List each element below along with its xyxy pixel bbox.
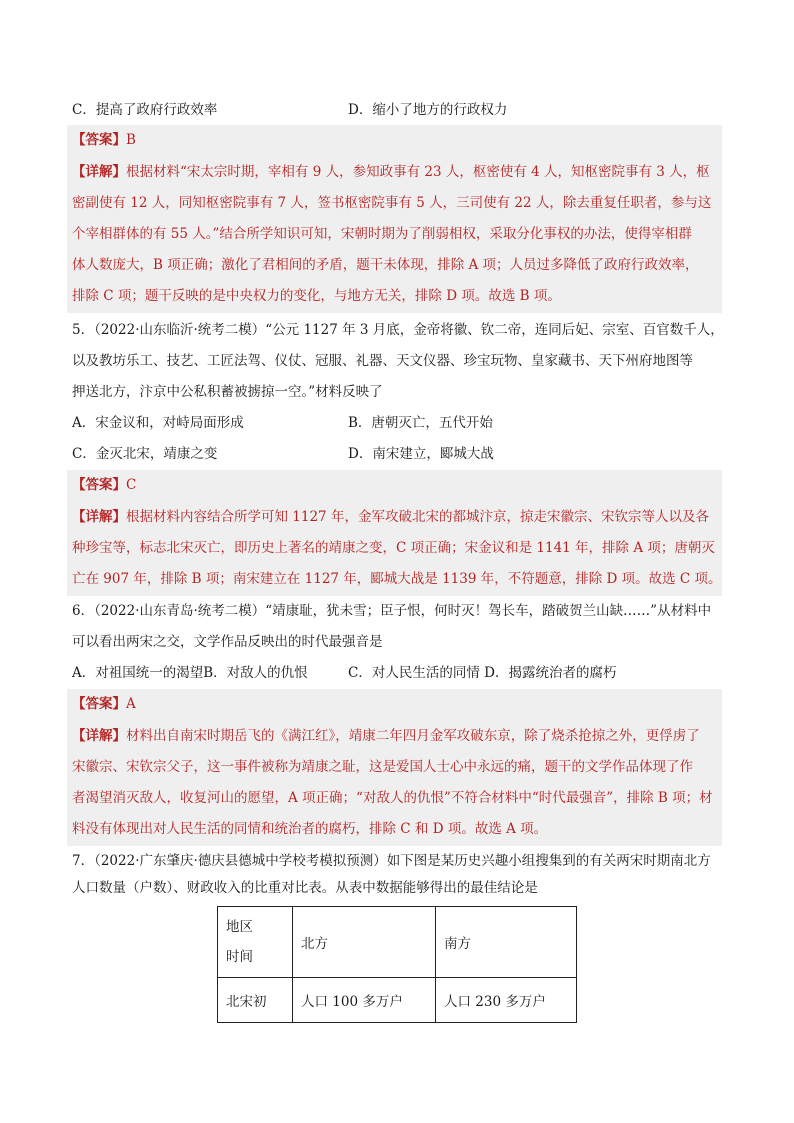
table-header-row xyxy=(218,907,577,978)
q6-option-ab: A．对祖国统一的渴望B．对敌人的仇恨 xyxy=(72,665,308,681)
row-label: 北宋初 xyxy=(218,978,293,1023)
answer-tag: 【答案】 xyxy=(72,132,126,148)
answer-tag: 【答案】 xyxy=(72,477,126,493)
answer-block-6 xyxy=(67,689,722,846)
cell-south: 人口 230 多万户 xyxy=(436,978,577,1023)
q5-stem-line-2: 以及教坊乐工、技艺、工匠法驾、仪仗、冠服、礼器、天文仪器、珍宝玩物、皇家藏书、天下州府地图等 xyxy=(72,353,693,369)
detail-tag: 【详解】 xyxy=(72,509,126,525)
detail-line-2: 宋徽宗、宋钦宗父子，这一事件被称为靖康之耻，这是爱国人士心中永远的痛，题干的文学作品体现了作 xyxy=(72,759,693,775)
q4-option-d: D．缩小了地方的行政权力 xyxy=(348,102,508,118)
detail-line-2: 种珍宝等，标志北宋灭亡，即历史上著名的靖康之变，C 项正确；宋金议和是 1141 年，排除 A 项；唐朝灭 xyxy=(72,540,715,556)
answer-value: B xyxy=(126,132,136,148)
detail-line-5: 排除 C 项；题干反映的是中央权力的变化，与地方无关，排除 D 项。故选 B 项。 xyxy=(72,288,561,304)
detail-tag: 【详解】 xyxy=(72,164,126,180)
detail-line-1 xyxy=(72,162,710,182)
q6-option-cd: C．对人民生活的同情 D．揭露统治者的腐朽 xyxy=(348,665,617,681)
q6-stem-line-1: 6．（2022·山东青岛·统考二模）“靖康耻，犹未雪；臣子恨，何时灭！驾长车，踏破贺兰山缺……”从材料中 xyxy=(72,603,712,619)
answer-value: C xyxy=(126,477,137,493)
corner-top-label: 地区 xyxy=(226,919,253,935)
detail-text: 材料出自南宋时期岳飞的《满江红》，靖康二年四月金军攻破东京，除了烧杀抢掠之外，更俘虏了 xyxy=(126,728,700,744)
detail-line-1 xyxy=(72,507,709,527)
detail-line-3: 亡在 907 年，排除 B 项；南宋建立在 1127 年，郾城大战是 1139 年，不符题意，排除 D 项。故选 C 项。 xyxy=(72,571,722,587)
q5-stem-line-3: 押送北方，汴京中公私积蓄被掳掠一空。”材料反映了 xyxy=(72,384,383,400)
detail-line-4: 体人数庞大，B 项正确；激化了君相间的矛盾，题干未体现，排除 A 项；人员过多降低了政府行政效率， xyxy=(72,257,699,273)
corner-bottom-label: 时间 xyxy=(226,949,253,965)
detail-line-4: 料没有体现出对人民生活的同情和统治者的腐朽，排除 C 和 D 项。故选 A 项。 xyxy=(72,821,548,837)
column-header-north: 北方 xyxy=(293,907,436,978)
answer-value: A xyxy=(126,696,136,712)
q5-option-d: D．南宋建立，郾城大战 xyxy=(348,446,494,462)
q4-option-c: C．提高了政府行政效率 xyxy=(72,102,218,118)
detail-line-3: 者渴望消灭敌人，收复河山的愿望，A 项正确；“对敌人的仇恨”不符合材料中“时代最强音”，排除 B 项；材 xyxy=(72,790,713,806)
table-row xyxy=(218,978,577,1023)
detail-text: 根据材料“宋太宗时期，宰相有 9 人，参知政事有 23 人，枢密使有 4 人，知枢密院事有 3 人，枢 xyxy=(126,164,710,180)
answer-line xyxy=(72,694,136,714)
detail-line-3: 个宰相群体的有 55 人。”结合所学知识可知，宋朝时期为了削弱相权，采取分化事权的办法，使得宰相群 xyxy=(72,226,692,242)
q5-option-b: B．唐朝灭亡，五代开始 xyxy=(348,415,493,431)
q7-stem-line-1: 7．（2022·广东肇庆·德庆县德城中学校考模拟预测）如下图是某历史兴趣小组搜集到的有关两宋时期南北方 xyxy=(72,853,711,869)
detail-line-2: 密副使有 12 人，同知枢密院事有 7 人，签书枢密院事有 5 人，三司使有 22 人，除去重复任职者，参与这 xyxy=(72,195,712,211)
table-corner-cell xyxy=(218,907,293,978)
detail-line-1 xyxy=(72,726,700,746)
q5-stem-line-1: 5．（2022·山东临沂·统考二模）“公元 1127 年 3 月底，金帝将徽、钦二帝，连同后妃、宗室、百官数千人， xyxy=(72,322,724,338)
detail-tag: 【详解】 xyxy=(72,728,126,744)
column-header-south: 南方 xyxy=(436,907,577,978)
population-table xyxy=(217,906,577,1023)
q6-stem-line-2: 可以看出两宋之交，文学作品反映出的时代最强音是 xyxy=(72,634,383,650)
answer-block-5 xyxy=(67,470,722,596)
detail-text: 根据材料内容结合所学可知 1127 年，金军攻破北宋的都城汴京，掠走宋徽宗、宋钦宗等人以及各 xyxy=(126,509,709,525)
answer-block-4 xyxy=(67,125,722,313)
answer-line xyxy=(72,475,136,495)
q5-option-a: A．宋金议和，对峙局面形成 xyxy=(72,415,244,431)
answer-line xyxy=(72,130,136,150)
q5-option-c: C．金灭北宋，靖康之变 xyxy=(72,446,218,462)
cell-north: 人口 100 多万户 xyxy=(293,978,436,1023)
answer-tag: 【答案】 xyxy=(72,696,126,712)
q7-stem-line-2: 人口数量（户数）、财政收入的比重对比表。从表中数据能够得出的最佳结论是 xyxy=(72,880,538,896)
